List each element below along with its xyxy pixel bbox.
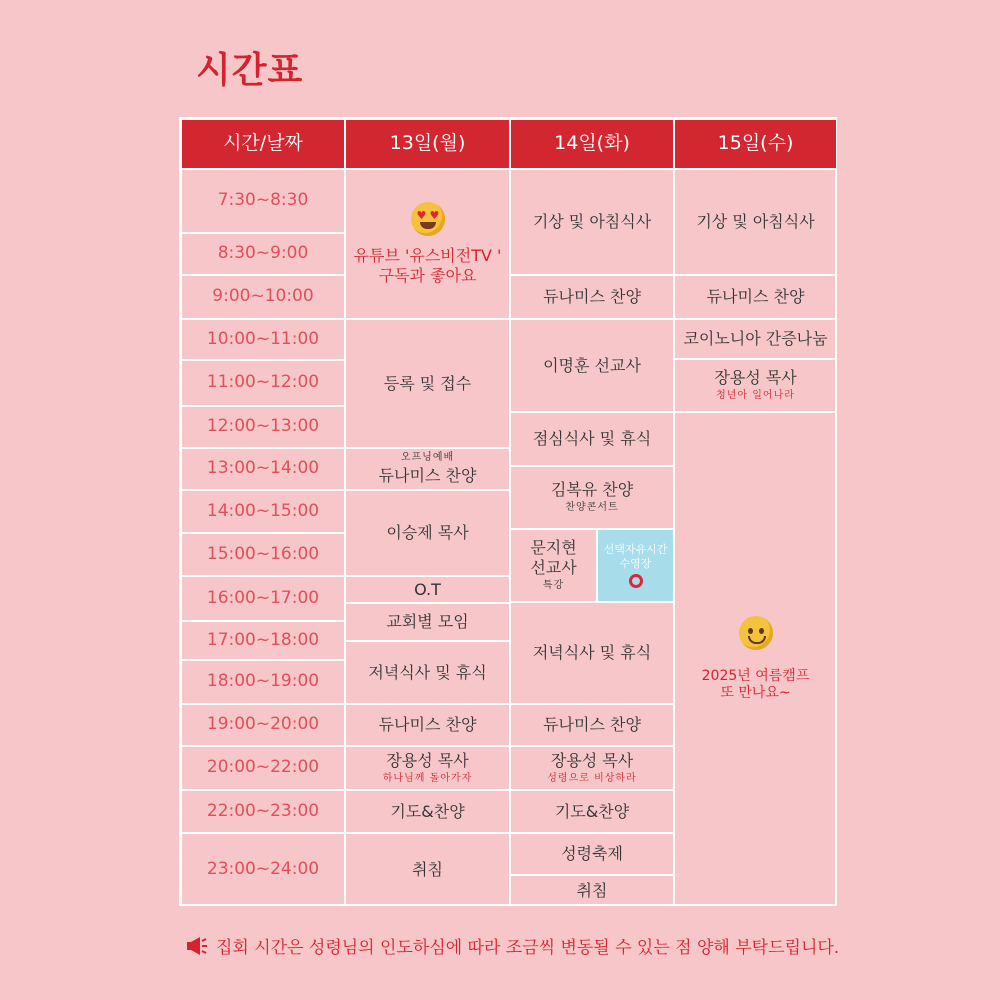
concert-subtitle: 찬양콘서트 bbox=[565, 502, 619, 514]
time-slot: 7:30~8:30 bbox=[181, 169, 345, 233]
event-dunamis-praise bbox=[345, 448, 510, 490]
event-kim-praise bbox=[510, 466, 674, 529]
event-jang-sermon bbox=[345, 746, 510, 790]
youtube-line2: 구독과 좋아요 bbox=[378, 266, 477, 285]
header-time: 시간/날짜 bbox=[181, 119, 345, 169]
event-title: 장용성 목사 bbox=[550, 750, 634, 770]
time-slot: 10:00~11:00 bbox=[181, 319, 345, 360]
time-slot: 13:00~14:00 bbox=[181, 448, 345, 490]
lecture-subtitle: 특강 bbox=[542, 580, 565, 592]
event-title: 듀나미스 찬양 bbox=[378, 465, 477, 485]
event-dinner: 저녁식사 및 휴식 bbox=[510, 602, 674, 704]
event-lunch: 점심식사 및 휴식 bbox=[510, 412, 674, 466]
event-koinonia: 코이노니아 간증나눔 bbox=[674, 319, 837, 359]
event-title-line1: 문지현 bbox=[530, 538, 577, 558]
time-slot: 18:00~19:00 bbox=[181, 660, 345, 704]
time-slot: 15:00~16:00 bbox=[181, 533, 345, 576]
event-dunamis-praise: 듀나미스 찬양 bbox=[510, 704, 674, 746]
time-slot: 16:00~17:00 bbox=[181, 576, 345, 621]
event-sleep: 취침 bbox=[510, 875, 674, 906]
event-wake-breakfast: 기상 및 아침식사 bbox=[674, 169, 837, 275]
event-title: 장용성 목사 bbox=[714, 368, 797, 388]
time-slot: 23:00~24:00 bbox=[181, 833, 345, 906]
time-slot: 12:00~13:00 bbox=[181, 406, 345, 448]
event-dunamis-praise: 듀나미스 찬양 bbox=[510, 275, 674, 319]
event-jang-sermon bbox=[674, 359, 837, 412]
time-slot: 14:00~15:00 bbox=[181, 490, 345, 533]
time-slot: 19:00~20:00 bbox=[181, 704, 345, 746]
event-title: 김복유 찬양 bbox=[550, 480, 634, 500]
page-title: 시간표 bbox=[196, 50, 304, 91]
farewell-line2: 또 만나요~ bbox=[720, 685, 791, 701]
event-ot: O.T bbox=[345, 576, 510, 603]
sermon-subtitle: 성령으로 비상하라 bbox=[547, 772, 637, 784]
footer-note-text: 집회 시간은 성령님의 인도하심에 따라 조금씩 변동될 수 있는 점 양해 부탁드립니다. bbox=[216, 938, 840, 958]
footer-note bbox=[186, 933, 839, 958]
farewell-cell bbox=[674, 412, 837, 906]
heart-eyes-emoji-icon: ♥ ♥ bbox=[411, 202, 445, 236]
sermon-subtitle: 하나님께 돌아가자 bbox=[382, 772, 473, 784]
time-slot: 17:00~18:00 bbox=[181, 621, 345, 660]
header-day15: 15일(수) bbox=[674, 119, 837, 169]
life-ring-icon bbox=[629, 574, 643, 588]
event-lee-sj: 이승제 목사 bbox=[345, 490, 510, 576]
sermon-subtitle: 청년아 일어나라 bbox=[716, 390, 795, 402]
event-dunamis-praise: 듀나미스 찬양 bbox=[674, 275, 837, 319]
opening-worship-label: 오프닝예배 bbox=[400, 452, 455, 464]
time-slot: 20:00~22:00 bbox=[181, 746, 345, 790]
youtube-subscribe-cell bbox=[345, 169, 510, 319]
farewell-line1: 2025년 여름캠프 bbox=[701, 667, 810, 684]
time-slot: 22:00~23:00 bbox=[181, 790, 345, 833]
event-moon-lecture bbox=[510, 529, 597, 602]
swim-line2: 수영장 bbox=[619, 556, 652, 570]
event-prayer-praise: 기도&찬양 bbox=[345, 790, 510, 833]
swim-line1: 선택자유시간 bbox=[603, 542, 668, 556]
event-title: 장용성 목사 bbox=[386, 750, 469, 770]
event-dinner: 저녁식사 및 휴식 bbox=[345, 641, 510, 704]
event-dunamis-praise: 듀나미스 찬양 bbox=[345, 704, 510, 746]
time-slot: 9:00~10:00 bbox=[181, 275, 345, 319]
event-sleep: 취침 bbox=[345, 833, 510, 906]
schedule-table bbox=[179, 117, 837, 906]
event-church-meeting: 교회별 모임 bbox=[345, 603, 510, 641]
event-jang-sermon bbox=[510, 746, 674, 790]
event-wake-breakfast: 기상 및 아침식사 bbox=[510, 169, 674, 275]
event-title-line2: 선교사 bbox=[530, 558, 577, 578]
time-slot: 8:30~9:00 bbox=[181, 233, 345, 275]
event-registration: 등록 및 접수 bbox=[345, 319, 510, 448]
header-day14: 14일(화) bbox=[510, 119, 674, 169]
event-spirit-festival: 성령축제 bbox=[510, 833, 674, 875]
smile-emoji-icon bbox=[739, 616, 773, 650]
event-prayer-praise: 기도&찬양 bbox=[510, 790, 674, 833]
header-day13: 13일(월) bbox=[345, 119, 510, 169]
time-slot: 11:00~12:00 bbox=[181, 360, 345, 406]
youtube-line1: 유튜브 '유스비전TV ' bbox=[353, 246, 502, 265]
megaphone-icon bbox=[186, 936, 208, 956]
event-lee-mh: 이명훈 선교사 bbox=[510, 319, 674, 412]
event-swimming-free-time bbox=[597, 529, 674, 602]
